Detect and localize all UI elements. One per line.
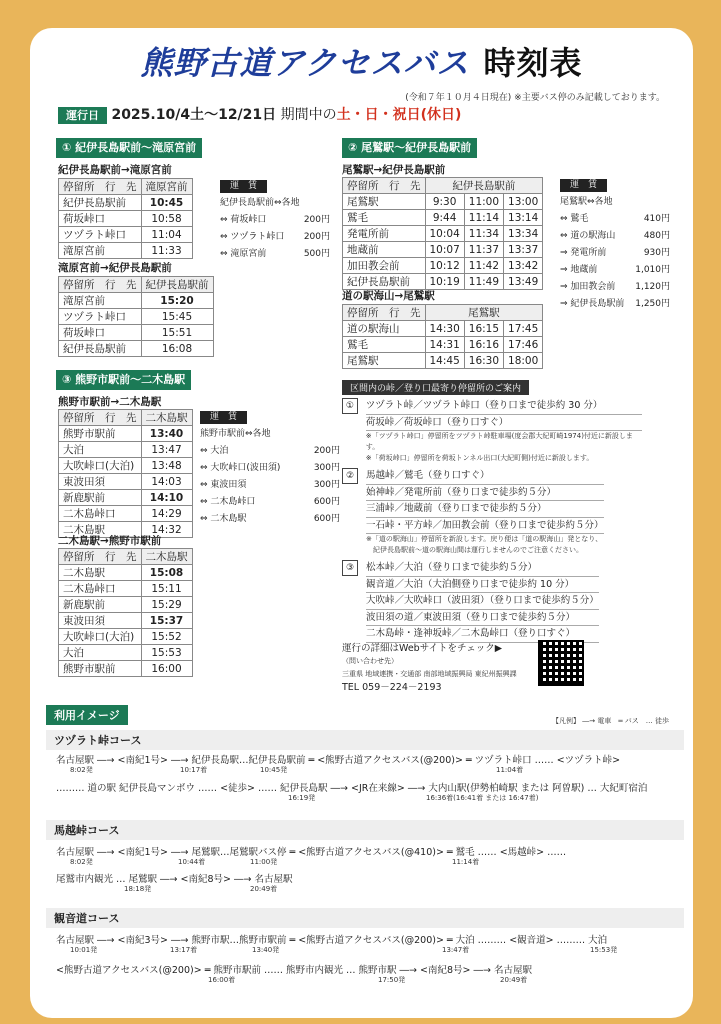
departure-time: 16:00 bbox=[141, 661, 192, 677]
header-stop-dest: 停留所 行 先 bbox=[59, 549, 142, 565]
course-time: 18:18発 bbox=[124, 885, 152, 893]
fare-dest: ⇒ 発電所前 bbox=[560, 248, 607, 258]
stop-name: 荷坂峠口 bbox=[59, 211, 142, 227]
table-row bbox=[59, 490, 193, 506]
header-destination: 紀伊長島駅前 bbox=[425, 178, 543, 194]
table-row bbox=[59, 629, 193, 645]
fare-price: 600円 bbox=[313, 514, 340, 524]
fare-heading: 運 賃 bbox=[220, 180, 267, 193]
departure-time: 14:31 bbox=[425, 337, 464, 353]
route1-dir1-table bbox=[58, 178, 193, 259]
fare-row bbox=[200, 494, 340, 511]
stop-name: 滝原宮前 bbox=[59, 243, 142, 259]
phone-number: TEL 059－224－2193 bbox=[342, 682, 442, 693]
fare-price: 200円 bbox=[303, 215, 330, 225]
pass-line: 荷坂峠／荷坂峠口（登り口すぐ） bbox=[366, 415, 642, 432]
info-note: ※「道の駅海山」停留所を新設します。戻り便は「道の駅海山」発となり、 bbox=[366, 535, 603, 543]
fare-dest: ⇔ 鷲毛 bbox=[560, 214, 589, 224]
pass-line: ツヅラト峠／ツヅラト峠口（登り口まで徒歩約 30 分） bbox=[366, 398, 642, 415]
departure-time: 14:03 bbox=[141, 474, 192, 490]
departure-time: 14:30 bbox=[425, 321, 464, 337]
table-row bbox=[59, 474, 193, 490]
table-header-row bbox=[59, 179, 193, 195]
departure-time: 9:30 bbox=[425, 194, 464, 210]
fare-row bbox=[220, 229, 330, 246]
table-header-row bbox=[59, 410, 193, 426]
fare-price: 200円 bbox=[303, 232, 330, 242]
stop-name: 滝原宮前 bbox=[59, 293, 142, 309]
fare-row bbox=[220, 246, 330, 263]
course3-line2: <熊野古道アクセスバス(@200)> ═ 熊野市駅前 …… 熊野市内観光 … 熊野市駅 ―→ <南紀8号> ―→ 名古屋駅 bbox=[56, 965, 532, 976]
course-time: 20:49着 bbox=[250, 885, 278, 893]
departure-time: 10:45 bbox=[141, 195, 192, 211]
departure-time: 13:49 bbox=[504, 274, 543, 290]
usage-heading: 利用イメージ bbox=[46, 705, 128, 725]
departure-time: 13:47 bbox=[141, 442, 192, 458]
table-row bbox=[59, 293, 214, 309]
header-destination: 紀伊長島駅前 bbox=[141, 277, 213, 293]
fare-row bbox=[560, 211, 670, 228]
info-note: ※「荷坂峠口」停留所を荷坂トンネル出口(大紀町側)付近に新設します。 bbox=[365, 454, 594, 462]
table-row bbox=[343, 210, 543, 226]
departure-time: 13:14 bbox=[504, 210, 543, 226]
stop-name: 発電所前 bbox=[343, 226, 426, 242]
course-time: 13:47着 bbox=[442, 946, 470, 954]
stop-name: 東波田須 bbox=[59, 613, 142, 629]
route2-dir1-table bbox=[342, 177, 543, 290]
table-row bbox=[59, 565, 193, 581]
stop-name: 荷坂峠口 bbox=[59, 325, 142, 341]
stop-name: 大吹峠口(大泊) bbox=[59, 458, 142, 474]
course-time: 8:02発 bbox=[70, 858, 93, 866]
fare-price: 300円 bbox=[313, 480, 340, 490]
fare-row bbox=[200, 511, 340, 528]
route1-dir2-table bbox=[58, 276, 214, 357]
fare-origin: 尾鷲駅⇔各地 bbox=[560, 197, 613, 207]
stop-name: ツヅラト峠口 bbox=[59, 309, 142, 325]
pass-line: 三浦峠／地蔵前（登り口まで徒歩約５分） bbox=[366, 501, 604, 518]
departure-time: 15:52 bbox=[141, 629, 192, 645]
table-header-row bbox=[343, 305, 543, 321]
table-row bbox=[59, 211, 193, 227]
pass-line: 松本峠／大泊（登り口まで徒歩約５分） bbox=[366, 560, 599, 577]
fare-heading: 運 賃 bbox=[560, 179, 607, 192]
operating-period: 運行日 2025.10/4土〜12/21日 期間中の土・日・祝日(休日) bbox=[58, 104, 461, 124]
fare-dest: ⇔ 滝原宮前 bbox=[220, 249, 267, 259]
fare-dest: ⇒ 地蔵前 bbox=[560, 265, 598, 275]
departure-time: 13:48 bbox=[141, 458, 192, 474]
departure-time: 17:46 bbox=[504, 337, 543, 353]
departure-time: 11:00 bbox=[464, 194, 503, 210]
departure-time: 11:34 bbox=[464, 226, 503, 242]
table-row bbox=[59, 661, 193, 677]
info-note: 紀伊長島駅前〜道の駅海山間は運行しませんのでご注意ください。 bbox=[366, 546, 583, 554]
contact-block: 運行の詳細はWebサイトをチェック▶ （問い合わせ先） 三重県 地域連携・交通部 南部地域振興局 東紀州振興課 TEL 059－224－2193 bbox=[342, 643, 517, 693]
table-row bbox=[59, 645, 193, 661]
fare-price: 200円 bbox=[313, 446, 340, 456]
departure-time: 11:42 bbox=[464, 258, 503, 274]
fare-price: 1,010円 bbox=[635, 265, 670, 275]
date-note: (令和７年１０月４日現在) ※主要バス停のみ記載しております。 bbox=[405, 93, 665, 103]
departure-time: 10:04 bbox=[425, 226, 464, 242]
pass-line: 波田須の道／東波田須（登り口まで徒歩約５分） bbox=[366, 610, 599, 627]
departure-time: 11:49 bbox=[464, 274, 503, 290]
header-stop-dest: 停留所 行 先 bbox=[59, 410, 142, 426]
table-row bbox=[59, 597, 193, 613]
route3-dir1-table bbox=[58, 409, 193, 538]
legend: 【凡例】 ―→ 電車 ═ バス … 徒歩 bbox=[552, 717, 669, 725]
route2-heading: ② 尾鷲駅〜紀伊長島駅前 bbox=[342, 138, 477, 158]
stop-name: 紀伊長島駅前 bbox=[59, 195, 142, 211]
header-destination: 二木島駅 bbox=[141, 410, 192, 426]
departure-time: 15:29 bbox=[141, 597, 192, 613]
departure-time: 17:45 bbox=[504, 321, 543, 337]
course1-line1: 名古屋駅 ―→ <南紀1号> ―→ 紀伊長島駅…紀伊長島駅前 ═ <熊野古道アクセスバス(@200)> ═ ツヅラト峠口 …… <ツヅラト峠> bbox=[56, 755, 621, 766]
course-time: 8:02発 bbox=[70, 766, 93, 774]
fare-price: 1,250円 bbox=[635, 299, 670, 309]
course1-line2: ……… 道の駅 紀伊長島マンボウ …… <徒歩> …… 紀伊長島駅 ―→ <JR在来線> ―→ 大内山駅(伊勢柏崎駅 または 阿曽駅) … 大紀町宿泊 bbox=[56, 783, 648, 794]
departure-time: 15:08 bbox=[141, 565, 192, 581]
route2-dir1-title: 尾鷲駅→紀伊長島駅前 bbox=[342, 164, 446, 176]
departure-time: 16:16 bbox=[464, 337, 503, 353]
info-group bbox=[342, 560, 642, 643]
table-row bbox=[343, 258, 543, 274]
stop-name: 大泊 bbox=[59, 442, 142, 458]
departure-time: 15:53 bbox=[141, 645, 192, 661]
stop-name: 東波田須 bbox=[59, 474, 142, 490]
table-row bbox=[59, 243, 193, 259]
route3-dir2-table bbox=[58, 548, 193, 677]
info-heading: 区間内の峠／登り口最寄り停留所のご案内 bbox=[342, 380, 529, 395]
stop-name: 二木島峠口 bbox=[59, 581, 142, 597]
table-header-row bbox=[59, 549, 193, 565]
stop-name: 地蔵前 bbox=[343, 242, 426, 258]
fare-heading: 運 賃 bbox=[200, 411, 247, 424]
fare-row bbox=[200, 460, 340, 477]
course2-line2: 尾鷲市内観光 … 尾鷲駅 ―→ <南紀8号> ―→ 名古屋駅 bbox=[56, 874, 293, 885]
stop-name: 熊野市駅前 bbox=[59, 426, 142, 442]
departure-time: 10:58 bbox=[141, 211, 192, 227]
course-time: 20:49着 bbox=[500, 976, 528, 984]
fare-row bbox=[220, 212, 330, 229]
info-lines bbox=[366, 560, 599, 643]
table-row bbox=[59, 458, 193, 474]
header-stop-dest: 停留所 行 先 bbox=[59, 277, 142, 293]
departure-time: 9:44 bbox=[425, 210, 464, 226]
departure-time: 15:11 bbox=[141, 581, 192, 597]
fare-row bbox=[560, 262, 670, 279]
fare-price: 600円 bbox=[313, 497, 340, 507]
stop-name: 鷲毛 bbox=[343, 337, 426, 353]
header-destination: 二木島駅 bbox=[141, 549, 192, 565]
qr-code-icon[interactable] bbox=[538, 640, 584, 686]
pass-info bbox=[342, 398, 642, 647]
pass-line: 二木島峠・逢神坂峠／二木島峠口（登り口すぐ） bbox=[366, 626, 599, 643]
route3-heading: ③ 熊野市駅前〜二木島駅 bbox=[56, 370, 191, 390]
stop-name: 二木島駅 bbox=[59, 565, 142, 581]
route3-dir2-title: 二木島駅→熊野市駅前 bbox=[58, 535, 162, 547]
table-row bbox=[59, 227, 193, 243]
fare-origin: 熊野市駅前⇔各地 bbox=[200, 429, 271, 439]
route1-dir1-title: 紀伊長島駅前→滝原宮前 bbox=[58, 164, 172, 176]
website-link[interactable]: 運行の詳細はWebサイトをチェック▶ bbox=[342, 643, 503, 654]
departure-time: 14:45 bbox=[425, 353, 464, 369]
route2-dir2-title: 道の駅海山→尾鷲駅 bbox=[342, 290, 435, 302]
fare-row bbox=[560, 245, 670, 262]
course-time: 10:45発 bbox=[260, 766, 288, 774]
table-row bbox=[59, 309, 214, 325]
header-stop-dest: 停留所 行 先 bbox=[343, 178, 426, 194]
pass-line: 始神峠／発電所前（登り口まで徒歩約５分） bbox=[366, 485, 604, 502]
fare-price: 1,120円 bbox=[635, 282, 670, 292]
course3-line1: 名古屋駅 ―→ <南紀3号> ―→ 熊野市駅…熊野市駅前 ═ <熊野古道アクセスバス(@200)> ═ 大泊 ……… <観音道> ……… 大泊 bbox=[56, 935, 608, 946]
fare-price: 930円 bbox=[643, 248, 670, 258]
course2-title: 馬越峠コース bbox=[46, 820, 684, 840]
pass-line: 馬越峠／鷲毛（登り口すぐ） bbox=[366, 468, 604, 485]
stop-name: 新鹿駅前 bbox=[59, 490, 142, 506]
course1-title: ツヅラト峠コース bbox=[46, 730, 684, 750]
fare-dest: ⇒ 加田教会前 bbox=[560, 282, 616, 292]
pass-line: 一石峠・平方峠／加田教会前（登り口まで徒歩約５分） bbox=[366, 518, 604, 535]
stop-name: 紀伊長島駅前 bbox=[343, 274, 426, 290]
course-time: 11:04着 bbox=[496, 766, 524, 774]
table-row bbox=[59, 426, 193, 442]
fare-dest: ⇔ 東波田須 bbox=[200, 480, 247, 490]
departure-time: 11:37 bbox=[464, 242, 503, 258]
stop-name: 鷲毛 bbox=[343, 210, 426, 226]
fare-price: 410円 bbox=[643, 214, 670, 224]
departure-time: 16:15 bbox=[464, 321, 503, 337]
departure-time: 10:12 bbox=[425, 258, 464, 274]
table-row bbox=[59, 613, 193, 629]
departure-time: 11:14 bbox=[464, 210, 503, 226]
fare-row bbox=[560, 279, 670, 296]
departure-time: 14:10 bbox=[141, 490, 192, 506]
header-stop-dest: 停留所 行 先 bbox=[343, 305, 426, 321]
stop-name: 大吹峠口(大泊) bbox=[59, 629, 142, 645]
course-time: 10:01発 bbox=[70, 946, 98, 954]
stop-name: ツヅラト峠口 bbox=[59, 227, 142, 243]
course-time: 10:17着 bbox=[180, 766, 208, 774]
route3-dir1-title: 熊野市駅前→二木島駅 bbox=[58, 396, 162, 408]
departure-time: 14:32 bbox=[141, 522, 192, 538]
departure-time: 18:00 bbox=[504, 353, 543, 369]
course-time: 15:53発 bbox=[590, 946, 618, 954]
departure-time: 15:20 bbox=[141, 293, 213, 309]
pass-line: 大吹峠／大吹峠口（波田須）（登り口まで徒歩約５分） bbox=[366, 593, 599, 610]
stop-name: 紀伊長島駅前 bbox=[59, 341, 142, 357]
departure-time: 14:29 bbox=[141, 506, 192, 522]
group-number: ① bbox=[342, 398, 358, 414]
stop-name: 熊野市駅前 bbox=[59, 661, 142, 677]
table-header-row bbox=[59, 277, 214, 293]
fare-row bbox=[200, 477, 340, 494]
route1-fare bbox=[220, 178, 330, 263]
course-time: 16:36着(16:41着 または 16:47着) bbox=[426, 794, 539, 802]
stop-name: 加田教会前 bbox=[343, 258, 426, 274]
course-time: 17:50発 bbox=[378, 976, 406, 984]
course-time: 16:19発 bbox=[288, 794, 316, 802]
departure-time: 13:37 bbox=[504, 242, 543, 258]
fare-row bbox=[560, 296, 670, 313]
info-group bbox=[342, 468, 642, 556]
pass-line: 観音道／大泊（大泊側登り口まで徒歩約 10 分） bbox=[366, 577, 599, 594]
table-row bbox=[343, 321, 543, 337]
table-row bbox=[343, 194, 543, 210]
course3-title: 観音道コース bbox=[46, 908, 684, 928]
table-row bbox=[59, 341, 214, 357]
fare-dest: ⇒ 紀伊長島駅前 bbox=[560, 299, 625, 309]
stop-name: 大泊 bbox=[59, 645, 142, 661]
table-row bbox=[343, 353, 543, 369]
stop-name: 二木島峠口 bbox=[59, 506, 142, 522]
fare-dest: ⇔ 大吹峠口(波田須) bbox=[200, 463, 281, 473]
course-time: 10:44着 bbox=[178, 858, 206, 866]
departure-time: 15:37 bbox=[141, 613, 192, 629]
course2-line1: 名古屋駅 ―→ <南紀1号> ―→ 尾鷲駅…尾鷲駅バス停 ═ <熊野古道アクセスバス(@410)> ═ 鷲毛 …… <馬越峠> …… bbox=[56, 847, 567, 858]
table-row bbox=[343, 242, 543, 258]
fare-price: 480円 bbox=[643, 231, 670, 241]
info-lines bbox=[366, 398, 642, 464]
timetable-sheet bbox=[30, 28, 693, 1018]
stop-name: 新鹿駅前 bbox=[59, 597, 142, 613]
table-row bbox=[343, 337, 543, 353]
departure-time: 13:34 bbox=[504, 226, 543, 242]
fare-dest: ⇔ 道の駅海山 bbox=[560, 231, 616, 241]
fare-origin: 紀伊長島駅前⇔各地 bbox=[220, 198, 300, 208]
table-row bbox=[59, 325, 214, 341]
departure-time: 13:00 bbox=[504, 194, 543, 210]
fare-dest: ⇔ 荷坂峠口 bbox=[220, 215, 267, 225]
table-row bbox=[59, 195, 193, 211]
route1-heading: ① 紀伊長島駅前〜滝原宮前 bbox=[56, 138, 202, 158]
route1-dir2-title: 滝原宮前→紀伊長島駅前 bbox=[58, 262, 172, 274]
departure-time: 15:45 bbox=[141, 309, 213, 325]
course-time: 11:00発 bbox=[250, 858, 278, 866]
departure-time: 13:40 bbox=[141, 426, 192, 442]
page-title: 熊野古道アクセスバス 時刻表 bbox=[140, 44, 583, 82]
info-lines bbox=[366, 468, 604, 556]
course-time: 16:00着 bbox=[208, 976, 236, 984]
route3-fare bbox=[200, 409, 340, 528]
header-stop-dest: 停留所 行 先 bbox=[59, 179, 142, 195]
stop-name: 尾鷲駅 bbox=[343, 194, 426, 210]
table-row bbox=[59, 506, 193, 522]
departure-time: 16:08 bbox=[141, 341, 213, 357]
group-number: ② bbox=[342, 468, 358, 484]
fare-row bbox=[560, 228, 670, 245]
table-row bbox=[59, 581, 193, 597]
table-row bbox=[59, 442, 193, 458]
departure-time: 13:42 bbox=[504, 258, 543, 274]
info-group bbox=[342, 398, 642, 464]
route2-dir2-table bbox=[342, 304, 543, 369]
header-destination: 尾鷲駅 bbox=[425, 305, 543, 321]
stop-name: 二木島駅 bbox=[59, 522, 142, 538]
fare-dest: ⇔ 大泊 bbox=[200, 446, 229, 456]
fare-dest: ⇔ 二木島駅 bbox=[200, 514, 247, 524]
departure-time: 15:51 bbox=[141, 325, 213, 341]
course-time: 13:17着 bbox=[170, 946, 198, 954]
table-header-row bbox=[343, 178, 543, 194]
departure-time: 11:33 bbox=[141, 243, 192, 259]
departure-time: 10:07 bbox=[425, 242, 464, 258]
fare-price: 300円 bbox=[313, 463, 340, 473]
course-time: 13:40発 bbox=[252, 946, 280, 954]
header-destination: 滝原宮前 bbox=[141, 179, 192, 195]
stop-name: 道の駅海山 bbox=[343, 321, 426, 337]
fare-price: 500円 bbox=[303, 249, 330, 259]
stop-name: 尾鷲駅 bbox=[343, 353, 426, 369]
info-note: ※「ツヅラト峠口」停留所をツヅラト峠駐車場(度会郡大紀町崎1974)付近に新設します。 bbox=[365, 432, 633, 451]
table-row bbox=[343, 226, 543, 242]
fare-dest: ⇔ 二木島峠口 bbox=[200, 497, 256, 507]
route2-fare bbox=[560, 177, 670, 313]
fare-row bbox=[200, 443, 340, 460]
departure-time: 11:04 bbox=[141, 227, 192, 243]
departure-time: 10:19 bbox=[425, 274, 464, 290]
course-time: 11:14着 bbox=[452, 858, 480, 866]
group-number: ③ bbox=[342, 560, 358, 576]
fare-dest: ⇔ ツヅラト峠口 bbox=[220, 232, 285, 242]
departure-time: 16:30 bbox=[464, 353, 503, 369]
